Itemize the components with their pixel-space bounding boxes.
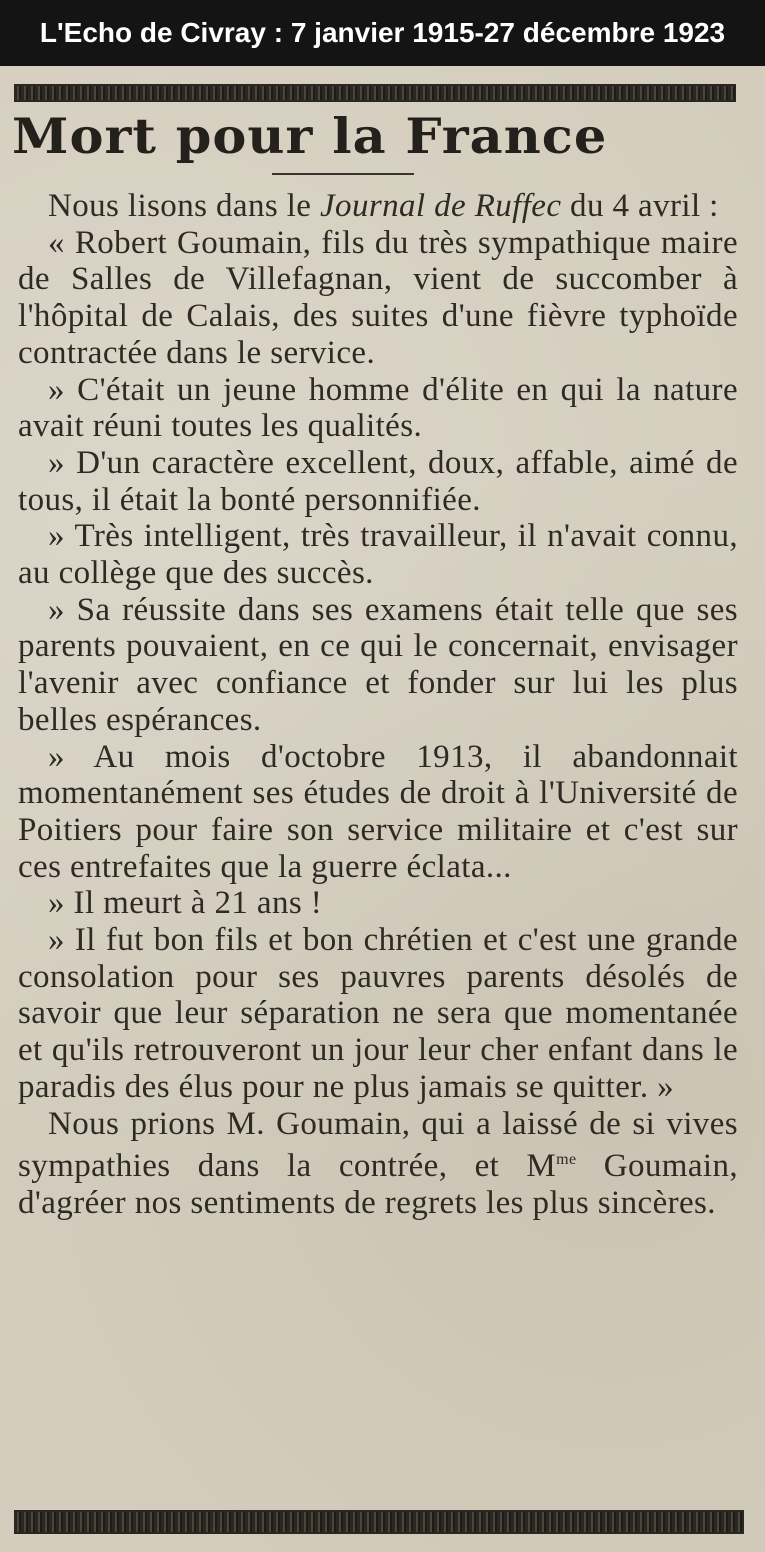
- article-paragraph: » Au mois d'octobre 1913, il abandonnait momentanément ses études de droit à l'Université de Poitiers pour faire son service militaire et c'est sur ces entrefaites que la guerre éclata...: [18, 738, 738, 885]
- article-intro: [18, 188, 738, 225]
- window-title: L'Echo de Civray : 7 janvier 1915-27 décembre 1923: [39, 17, 726, 48]
- source-newspaper-name: Journal de Ruffec: [320, 188, 562, 224]
- headline-underline: [272, 173, 414, 175]
- closing-text: Nous prions M. Goumain, qui a laissé de si vives sympathies dans la contrée, et M: [18, 1105, 738, 1185]
- intro-text: Nous lisons dans le: [48, 188, 320, 224]
- article-body: [18, 188, 738, 1222]
- article-paragraph: « Robert Goumain, fils du très sympathique maire de Salles de Villefagnan, vient de succomber à l'hôpital de Calais, des suites d'une fièvre typhoïde contractée dans le service.: [18, 224, 738, 371]
- closing-superscript: me: [556, 1151, 577, 1169]
- top-ornamental-rule: [14, 84, 736, 102]
- article-closing: [18, 1106, 738, 1222]
- window-title-bar: [0, 0, 765, 66]
- newspaper-clipping: [0, 66, 765, 1552]
- article-paragraph: » C'était un jeune homme d'élite en qui la nature avait réuni toutes les qualités.: [18, 371, 738, 445]
- article-paragraph: » D'un caractère excellent, doux, affable, aimé de tous, il était la bonté personnifiée.: [18, 444, 738, 518]
- article-paragraph: » Il meurt à 21 ans !: [48, 885, 323, 922]
- bottom-ornamental-rule: [14, 1510, 744, 1534]
- article-headline: Mort pour la France: [12, 107, 608, 165]
- article-paragraph: » Sa réussite dans ses examens était telle que ses parents pouvaient, en ce qui le concernait, envisager l'avenir avec confiance et fonder sur lui les plus belles espérances.: [18, 591, 738, 738]
- article-paragraph: » Très intelligent, très travailleur, il n'avait connu, au collège que des succès.: [18, 518, 738, 592]
- article-paragraph: » Il fut bon fils et bon chrétien et c'est une grande consolation pour ses pauvres parents désolés de savoir que leur séparation ne sera que momentanée et qu'ils retrouveront un jour leur cher enfant dans le paradis des élus pour ne plus jamais se quitter. »: [18, 922, 738, 1105]
- closing-text-end: Goumain, d'agréer nos sentiments de regrets les plus sincères.: [18, 1148, 738, 1221]
- intro-date: du 4 avril :: [561, 188, 719, 224]
